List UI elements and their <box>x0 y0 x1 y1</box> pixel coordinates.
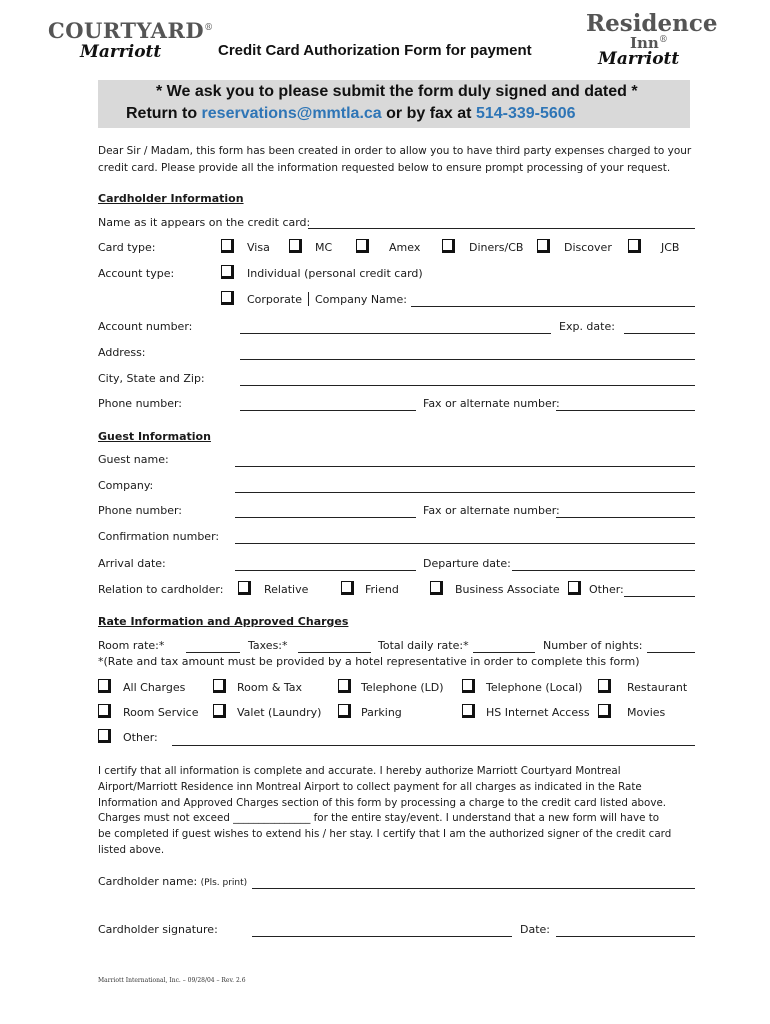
amex-checkbox[interactable] <box>356 239 369 253</box>
cardholder-name-text: Cardholder name: <box>98 875 198 888</box>
signature-field[interactable] <box>252 936 512 937</box>
guest-company-field[interactable] <box>235 492 695 493</box>
residence-inn-logo <box>586 10 718 37</box>
account-number-label: Account number: <box>98 320 193 333</box>
confirmation-label: Confirmation number: <box>98 530 220 543</box>
visa-checkbox[interactable] <box>221 239 234 253</box>
visa-label: Visa <box>247 241 270 254</box>
arrival-label: Arrival date: <box>98 557 166 570</box>
reg-mark: ® <box>658 35 668 45</box>
departure-label: Departure date: <box>423 557 511 570</box>
residence-marriott-logo: Marriott <box>598 49 680 69</box>
certify-line-1: I certify that all information is complete and accurate. I hereby authorize Marriott Courtyard Montreal <box>98 765 621 777</box>
banner-line-1: * We ask you to please submit the form duly signed and dated * <box>156 83 638 100</box>
room-rate-field[interactable] <box>186 652 240 653</box>
total-field[interactable] <box>473 652 535 653</box>
guest-fax-field[interactable] <box>556 517 695 518</box>
movies-checkbox[interactable] <box>598 704 611 718</box>
address-label: Address: <box>98 346 146 359</box>
all-charges-checkbox[interactable] <box>98 679 111 693</box>
other-charges-checkbox[interactable] <box>98 729 111 743</box>
form-title: Credit Card Authorization Form for payment <box>218 42 532 59</box>
internet-checkbox[interactable] <box>462 704 475 718</box>
guest-phone-label: Phone number: <box>98 504 183 517</box>
corporate-divider <box>308 292 309 306</box>
guest-name-field[interactable] <box>235 466 695 467</box>
discover-label: Discover <box>564 241 612 254</box>
card-type-label: Card type: <box>98 241 156 254</box>
nights-field[interactable] <box>647 652 695 653</box>
other-charges-field[interactable] <box>172 745 695 746</box>
date-field[interactable] <box>556 936 695 937</box>
name-label: Name as it appears on the credit card: <box>98 216 311 229</box>
room-tax-checkbox[interactable] <box>213 679 226 693</box>
certify-line-6: listed above. <box>98 844 165 856</box>
jcb-checkbox[interactable] <box>628 239 641 253</box>
address-field[interactable] <box>240 359 695 360</box>
certify-line-2: Airport/Marriott Residence inn Montreal Airport to collect payment for all charges as indicated in the Rate <box>98 781 642 793</box>
restaurant-label: Restaurant <box>627 681 688 694</box>
room-rate-label: Room rate:* <box>98 639 165 652</box>
city-field[interactable] <box>240 385 695 386</box>
account-number-field[interactable] <box>240 333 551 334</box>
restaurant-checkbox[interactable] <box>598 679 611 693</box>
mc-label: MC <box>315 241 333 254</box>
jcb-label: JCB <box>661 241 680 254</box>
movies-label: Movies <box>627 706 666 719</box>
guest-heading: Guest Information <box>98 430 211 443</box>
total-label: Total daily rate:* <box>378 639 469 652</box>
business-associate-label: Business Associate <box>455 583 560 596</box>
telephone-local-label: Telephone (Local) <box>486 681 583 694</box>
guest-company-label: Company: <box>98 479 154 492</box>
telephone-ld-checkbox[interactable] <box>338 679 351 693</box>
email-link[interactable]: reservations@mmtla.ca <box>201 105 382 122</box>
discover-checkbox[interactable] <box>537 239 550 253</box>
residence-logo-text: Residence <box>586 10 718 37</box>
other-relation-checkbox[interactable] <box>568 581 581 595</box>
relative-checkbox[interactable] <box>238 581 251 595</box>
individual-checkbox[interactable] <box>221 265 234 279</box>
relative-label: Relative <box>264 583 309 596</box>
certify-line-5: be completed if guest wishes to extend his / her stay. I certify that I am the authorized signer of the credit card <box>98 828 672 840</box>
parking-label: Parking <box>361 706 402 719</box>
relation-label: Relation to cardholder: <box>98 583 224 596</box>
valet-checkbox[interactable] <box>213 704 226 718</box>
departure-field[interactable] <box>512 570 695 571</box>
guest-fax-label: Fax or alternate number: <box>423 504 560 517</box>
company-name-field[interactable] <box>411 306 695 307</box>
rate-heading: Rate Information and Approved Charges <box>98 615 349 628</box>
fax-prefix: or by fax at <box>381 105 476 122</box>
date-label: Date: <box>520 923 550 936</box>
internet-label: HS Internet Access <box>486 706 590 719</box>
corporate-checkbox[interactable] <box>221 291 234 305</box>
amex-label: Amex <box>389 241 421 254</box>
other-relation-label: Other: <box>589 583 624 596</box>
submission-banner <box>98 80 690 128</box>
certify-line-3: Information and Approved Charges section of this form by processing a charge to the credit card listed above. <box>98 797 667 809</box>
cardholder-fax-field[interactable] <box>556 410 695 411</box>
intro-line-2: credit card. Please provide all the information requested below to ensure prompt processing of your request. <box>98 162 671 174</box>
room-service-label: Room Service <box>123 706 199 719</box>
mc-checkbox[interactable] <box>289 239 302 253</box>
diners-checkbox[interactable] <box>442 239 455 253</box>
diners-label: Diners/CB <box>469 241 524 254</box>
exp-date-label: Exp. date: <box>559 320 615 333</box>
fax-number: 514-339-5606 <box>475 105 576 122</box>
cardholder-name-field[interactable] <box>252 888 695 889</box>
cardholder-phone-field[interactable] <box>240 410 416 411</box>
courtyard-marriott-logo: Marriott <box>80 42 162 62</box>
all-charges-label: All Charges <box>123 681 186 694</box>
courtyard-logo-text: COURTYARD <box>48 18 205 43</box>
telephone-ld-label: Telephone (LD) <box>361 681 444 694</box>
cardholder-name-label <box>98 875 247 890</box>
company-name-label: Company Name: <box>315 293 407 306</box>
telephone-local-checkbox[interactable] <box>462 679 475 693</box>
other-relation-field[interactable] <box>624 596 695 597</box>
courtyard-logo <box>48 18 214 43</box>
account-type-label: Account type: <box>98 267 175 280</box>
guest-phone-field[interactable] <box>235 517 416 518</box>
print-hint: (Pls. print) <box>200 878 248 888</box>
city-label: City, State and Zip: <box>98 372 205 385</box>
name-field[interactable] <box>308 228 695 229</box>
valet-label: Valet (Laundry) <box>237 706 322 719</box>
individual-label: Individual (personal credit card) <box>247 267 423 280</box>
reg-mark: ® <box>204 23 214 33</box>
other-charges-label: Other: <box>123 731 158 744</box>
friend-checkbox[interactable] <box>341 581 354 595</box>
intro-line-1: Dear Sir / Madam, this form has been created in order to allow you to have third party expenses charged to your <box>98 145 692 157</box>
arrival-field[interactable] <box>235 570 416 571</box>
rate-note: *(Rate and tax amount must be provided by a hotel representative in order to complete this form) <box>98 655 640 668</box>
guest-name-label: Guest name: <box>98 453 169 466</box>
nights-label: Number of nights: <box>543 639 643 652</box>
footer-note: Marriott International, Inc. – 09/28/04 – Rev. 2.6 <box>98 977 246 984</box>
friend-label: Friend <box>365 583 399 596</box>
room-tax-label: Room & Tax <box>237 681 303 694</box>
taxes-label: Taxes:* <box>248 639 288 652</box>
banner-line-2 <box>126 105 576 123</box>
cardholder-heading: Cardholder Information <box>98 192 244 205</box>
cardholder-fax-label: Fax or alternate number: <box>423 397 560 410</box>
signature-label: Cardholder signature: <box>98 923 218 936</box>
certify-line-4: Charges must not exceed _______________ for the entire stay/event. I understand that a new form will have to <box>98 812 660 824</box>
inn-text: Inn <box>630 34 659 52</box>
business-associate-checkbox[interactable] <box>430 581 443 595</box>
parking-checkbox[interactable] <box>338 704 351 718</box>
cardholder-phone-label: Phone number: <box>98 397 183 410</box>
return-prefix: Return to <box>126 105 202 122</box>
taxes-field[interactable] <box>298 652 371 653</box>
exp-date-field[interactable] <box>624 333 695 334</box>
confirmation-field[interactable] <box>235 543 695 544</box>
corporate-label: Corporate <box>247 293 302 306</box>
room-service-checkbox[interactable] <box>98 704 111 718</box>
